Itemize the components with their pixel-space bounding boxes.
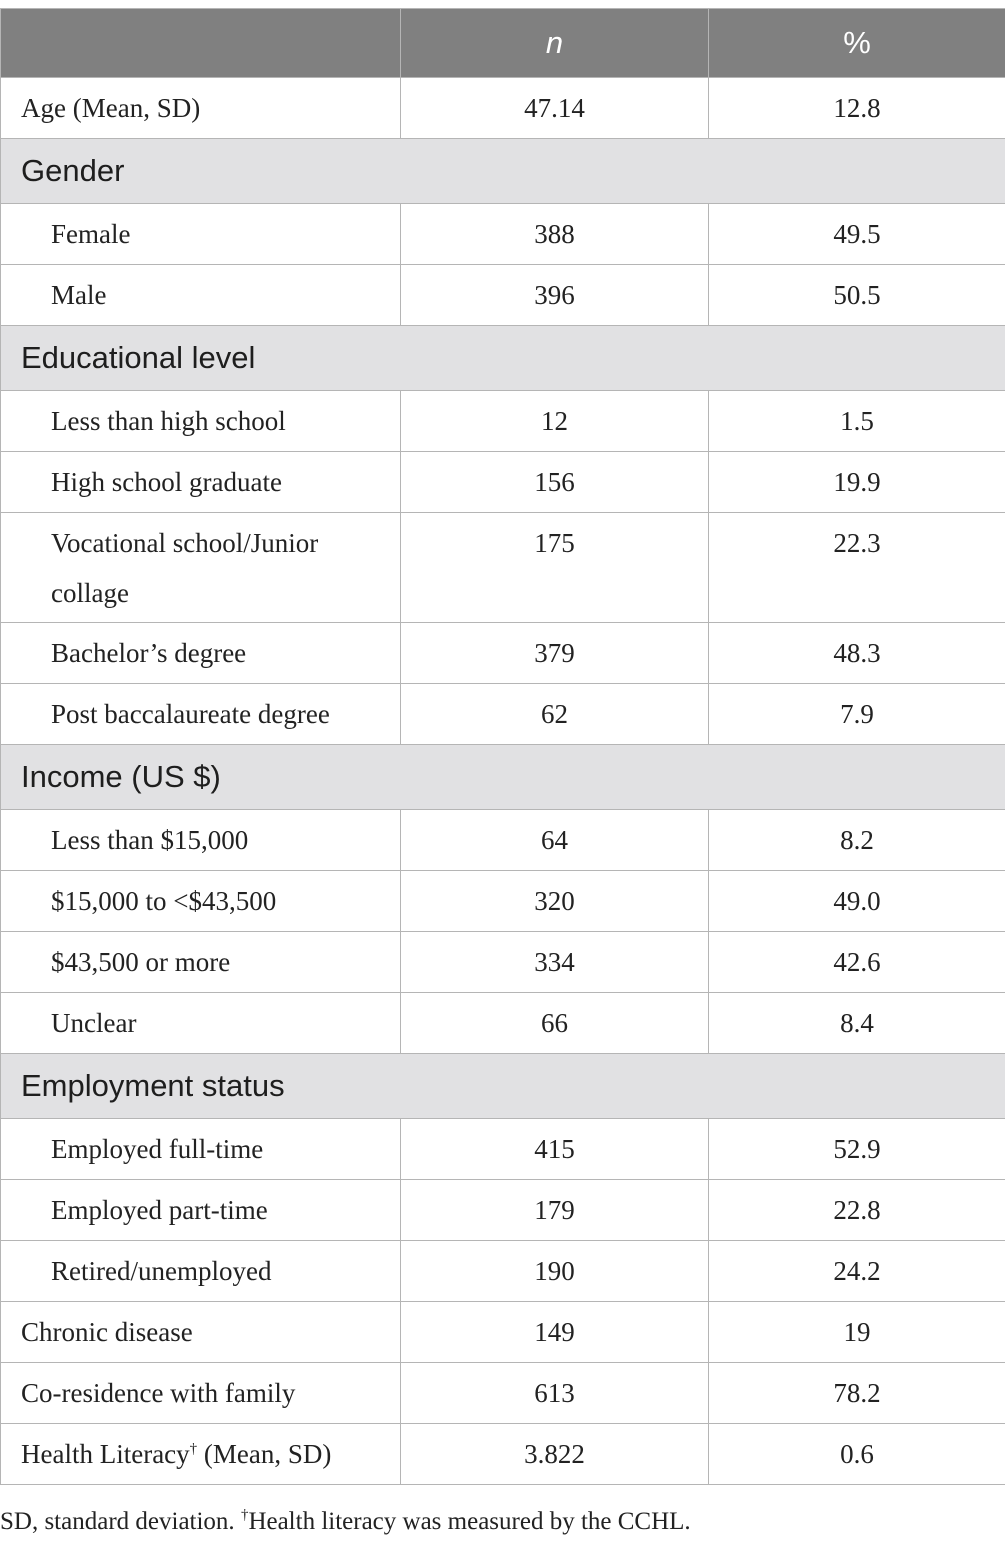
row-percent: 78.2 [709, 1363, 1005, 1424]
row-n: 320 [401, 871, 709, 932]
row-percent: 42.6 [709, 932, 1005, 993]
row-label: $15,000 to <$43,500 [1, 871, 401, 932]
table-row [1, 1180, 1005, 1241]
table-row [1, 204, 1005, 265]
section-title: Educational level [1, 326, 1005, 391]
row-n: 66 [401, 993, 709, 1054]
row-n: 379 [401, 623, 709, 684]
table-row [1, 684, 1005, 745]
row-n: 12 [401, 391, 709, 452]
health-literacy-label-rest: (Mean, SD) [197, 1439, 332, 1469]
row-percent: 8.4 [709, 993, 1005, 1054]
row-n: 156 [401, 452, 709, 513]
row-percent: 8.2 [709, 810, 1005, 871]
table-row [1, 871, 1005, 932]
row-n: 613 [401, 1363, 709, 1424]
row-percent: 22.3 [709, 513, 1005, 623]
row-n: 175 [401, 513, 709, 623]
row-label: $43,500 or more [1, 932, 401, 993]
row-n: 62 [401, 684, 709, 745]
section-header-row [1, 139, 1005, 204]
row-label: Chronic disease [1, 1302, 401, 1363]
row-n: 334 [401, 932, 709, 993]
footnote-dagger: † [240, 1507, 249, 1523]
row-percent: 24.2 [709, 1241, 1005, 1302]
row-label: Employed full-time [1, 1119, 401, 1180]
row-n: 415 [401, 1119, 709, 1180]
row-percent: 12.8 [709, 78, 1005, 139]
row-label: Less than high school [1, 391, 401, 452]
header-percent: % [709, 9, 1005, 78]
health-literacy-label: Health Literacy [21, 1439, 190, 1469]
table-row [1, 993, 1005, 1054]
footnote-part2: Health literacy was measured by the CCHL. [248, 1508, 691, 1535]
row-label: Co-residence with family [1, 1363, 401, 1424]
table-row [1, 1119, 1005, 1180]
row-n: 190 [401, 1241, 709, 1302]
row-percent: 1.5 [709, 391, 1005, 452]
row-label: Female [1, 204, 401, 265]
section-header-row [1, 326, 1005, 391]
row-label: Less than $15,000 [1, 810, 401, 871]
row-label: Bachelor’s degree [1, 623, 401, 684]
row-percent: 19.9 [709, 452, 1005, 513]
row-label: Vocational school/Junior collage [1, 513, 401, 623]
table-row [1, 1424, 1005, 1485]
section-title: Gender [1, 139, 1005, 204]
table-row [1, 78, 1005, 139]
table-row [1, 452, 1005, 513]
row-label [1, 1424, 401, 1485]
row-percent: 0.6 [709, 1424, 1005, 1485]
table-row [1, 932, 1005, 993]
table-header-row [1, 9, 1005, 78]
row-n: 149 [401, 1302, 709, 1363]
row-percent: 49.5 [709, 204, 1005, 265]
table-row [1, 513, 1005, 623]
demographics-table [0, 8, 1005, 1485]
row-n: 64 [401, 810, 709, 871]
section-header-row [1, 745, 1005, 810]
footnote-part1: SD, standard deviation. [0, 1508, 241, 1535]
row-n: 396 [401, 265, 709, 326]
table-body [1, 78, 1005, 1424]
row-percent: 48.3 [709, 623, 1005, 684]
row-label: Retired/unemployed [1, 1241, 401, 1302]
row-percent: 7.9 [709, 684, 1005, 745]
section-title: Employment status [1, 1054, 1005, 1119]
table-row [1, 265, 1005, 326]
row-n: 47.14 [401, 78, 709, 139]
header-label [1, 9, 401, 78]
section-header-row [1, 1054, 1005, 1119]
table-row [1, 1363, 1005, 1424]
row-n: 3.822 [401, 1424, 709, 1485]
row-label: Post baccalaureate degree [1, 684, 401, 745]
table-footnote [0, 1505, 691, 1539]
table-row [1, 1241, 1005, 1302]
dagger-mark: † [189, 1441, 198, 1457]
row-percent: 50.5 [709, 265, 1005, 326]
table-row [1, 810, 1005, 871]
table-body-final [1, 1424, 1005, 1485]
row-percent: 19 [709, 1302, 1005, 1363]
row-label: Male [1, 265, 401, 326]
table-row [1, 391, 1005, 452]
row-label: High school graduate [1, 452, 401, 513]
section-title: Income (US $) [1, 745, 1005, 810]
row-n: 388 [401, 204, 709, 265]
row-percent: 49.0 [709, 871, 1005, 932]
header-n: n [401, 9, 709, 78]
row-label: Unclear [1, 993, 401, 1054]
row-n: 179 [401, 1180, 709, 1241]
table-row [1, 623, 1005, 684]
row-percent: 22.8 [709, 1180, 1005, 1241]
row-label: Age (Mean, SD) [1, 78, 401, 139]
row-label: Employed part-time [1, 1180, 401, 1241]
table-row [1, 1302, 1005, 1363]
row-percent: 52.9 [709, 1119, 1005, 1180]
